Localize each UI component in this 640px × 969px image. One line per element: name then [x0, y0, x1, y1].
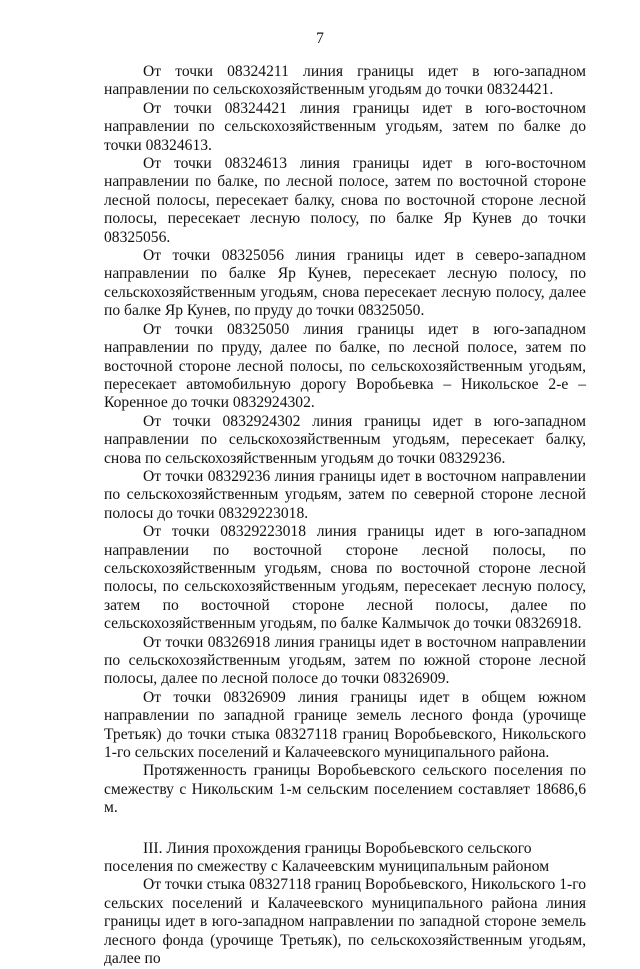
document-body — [104, 63, 586, 969]
paragraph-9: От точки 08326918 линия границы идет в восточном направлении по сельскохозяйственным угодьям, затем по южной стороне лесной полосы, далее по лесной полосе до точки 08326909. — [104, 633, 586, 688]
paragraph-3: От точки 08324613 линия границы идет в юго-восточном направлении по балке, по лесной полосе, затем по восточной стороне лесной полосы, пересекает балку, снова по восточной стороне лесной полосы, пересекает лесную полосу, по балке Яр Кунев до точки 08325056. — [104, 155, 586, 246]
paragraph-7: От точки 08329236 линия границы идет в восточном направлении по сельскохозяйственным угодьям, затем по северной стороне лесной полосы до точки 08329223018. — [104, 467, 586, 522]
page-number: 7 — [316, 30, 324, 47]
paragraph-8: От точки 08329223018 линия границы идет в юго-западном направлении по восточной стороне лесной полосы, по сельскохозяйственным угодьям, снова по восточной стороне лесной полосы, по сельскохозяйственным угодьям, пересекает лесную полосу, затем по восточной стороне лесной полосы, далее по сельскохозяйственным угодьям, по балке Калмычок до точки 08326918. — [104, 523, 586, 633]
paragraph-6: От точки 0832924302 линия границы идет в юго-западном направлении по сельскохозяйственным угодьям, пересекает балку, снова по сельскохозяйственным угодьям до точки 08329236. — [104, 412, 586, 467]
paragraph-1: От точки 08324211 линия границы идет в юго-западном направлении по сельскохозяйственным угодьям до точки 08324421. — [104, 63, 586, 99]
paragraph-2: От точки 08324421 линия границы идет в юго-восточном направлении по сельскохозяйственным угодьям, затем по балке до точки 08324613. — [104, 99, 586, 154]
paragraph-5: От точки 08325050 линия границы идет в юго-западном направлении по пруду, далее по балке, по лесной полосе, затем по восточной стороне лесной полосы, по сельскохозяйственным угодьям, пересекает автомобильную дорогу Воробьевка – Никольское 2-е – Коренное до точки 0832924302. — [104, 320, 586, 412]
paragraph-11: Протяженность границы Воробьевского сельского поселения по смежеству с Никольским 1-м сельским поселением составляет 18686,6 м. — [104, 762, 586, 817]
paragraph-10: От точки 08326909 линия границы идет в общем южном направлении по западной границе земель лесного фонда (урочище Третьяк) до точки стыка 08327118 границ Воробьевского, Никольского 1-го сельских поселений и Калачеевского муниципального района. — [104, 688, 586, 762]
paragraph-4: От точки 08325056 линия границы идет в северо-западном направлении по балке Яр Кунев, пересекает лесную полосу, по сельскохозяйственным угодьям, снова пересекает лесную полосу, далее по балке Яр Кунев, по пруду до точки 08325050. — [104, 247, 586, 320]
section-heading: III. Линия прохождения границы Воробьевского сельского поселения по смежеству с Калачеевским муниципальным районом — [104, 839, 550, 876]
section-paragraph: От точки стыка 08327118 границ Воробьевского, Никольского 1-го сельских поселений и Калачеевского муниципального района линия границы идет в юго-западном направлении по западной стороне земель лесного фонда (урочище Третьяк), по сельскохозяйственным угодьям, далее по — [104, 876, 586, 968]
